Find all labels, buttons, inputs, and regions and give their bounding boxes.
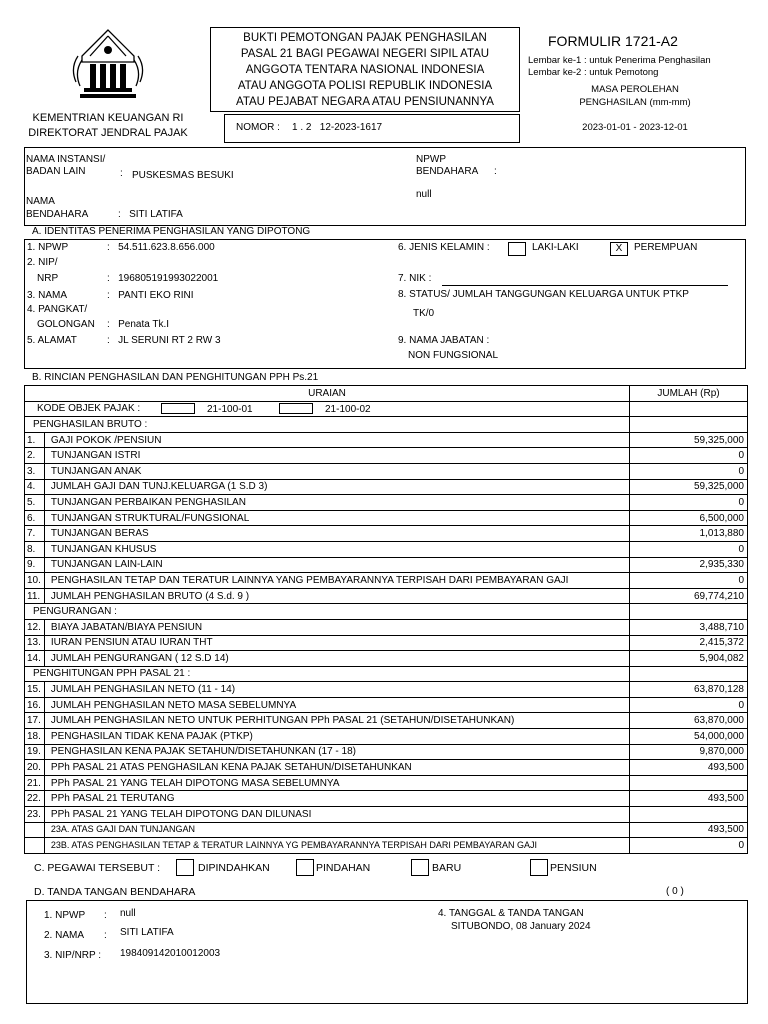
npwp-value: : 54.511.623.8.656.000 xyxy=(107,242,215,253)
row-number: 10. xyxy=(25,573,45,589)
nip-label-1: 2. NIP/ xyxy=(27,257,58,268)
row-amount: 1,013,880 xyxy=(630,526,748,542)
title-line-5: ATAU PEJABAT NEGARA ATAU PENSIUNANNYA xyxy=(236,96,494,108)
opt-pensiun-checkbox[interactable] xyxy=(530,859,548,876)
bendahara-nama-colon: : xyxy=(104,930,107,941)
opt-pindahan-label: PINDAHAN xyxy=(316,862,371,874)
row-number: 19. xyxy=(25,744,45,760)
lembar-2: Lembar ke-2 : untuk Pemotong xyxy=(528,67,659,78)
ministry-emblem xyxy=(68,26,148,104)
kode-objek-row xyxy=(25,401,748,417)
row-amount: 3,488,710 xyxy=(630,619,748,635)
row-amount: 54,000,000 xyxy=(630,729,748,745)
nama-bendahara-value: : SITI LATIFA xyxy=(118,209,183,220)
nama-instansi-colon: : xyxy=(120,168,123,179)
nomor-value: 1 . 2 12-2023-1617 xyxy=(292,122,383,133)
table-row xyxy=(25,557,748,573)
row-label: JUMLAH PENGHASILAN NETO MASA SEBELUMNYA xyxy=(44,697,629,713)
row-number: 5. xyxy=(25,495,45,511)
table-row xyxy=(25,822,748,838)
nama-instansi-label-2: BADAN LAIN xyxy=(26,166,86,177)
row-label: TUNJANGAN LAIN-LAIN xyxy=(44,557,629,573)
row-label: PPh PASAL 21 ATAS PENGHASILAN KENA PAJAK SETAHUN/DISETAHUNKAN xyxy=(44,760,629,776)
row-number: 7. xyxy=(25,526,45,542)
sub-row-label: 23A. ATAS GAJI DAN TUNJANGAN xyxy=(44,822,629,838)
row-label: GAJI POKOK /PENSIUN xyxy=(44,432,629,448)
pangkat-label-2: GOLONGAN xyxy=(37,319,95,330)
row-number: 2. xyxy=(25,448,45,464)
row-label: BIAYA JABATAN/BIAYA PENSIUN xyxy=(44,619,629,635)
col-uraian: URAIAN xyxy=(25,386,630,402)
row-number: 20. xyxy=(25,760,45,776)
nip-value: : 196805191993022001 xyxy=(107,273,219,284)
npwp-bendahara-label-2: BENDAHARA xyxy=(416,166,479,177)
row-label: PENGHASILAN TETAP DAN TERATUR LAINNYA YANG PEMBAYARANNYA TERPISAH DARI PEMBAYARAN GAJI xyxy=(44,573,629,589)
lembar-1: Lembar ke-1 : untuk Penerima Penghasilan xyxy=(528,55,711,66)
bendahara-nama-label: 2. NAMA xyxy=(44,930,85,941)
pengurangan-title: PENGURANGAN : xyxy=(25,604,630,620)
table-row xyxy=(25,744,748,760)
row-label: PPh PASAL 21 TERUTANG xyxy=(44,791,629,807)
nama-bendahara-label-2: BENDAHARA xyxy=(26,209,89,220)
table-row xyxy=(25,448,748,464)
bendahara-nip-value: 198409142010012003 xyxy=(120,948,221,959)
pph-title: PENGHITUNGAN PPH PASAL 21 : xyxy=(25,666,630,682)
kode-2-label: 21-100-02 xyxy=(325,403,371,415)
row-label: PENGHASILAN TIDAK KENA PAJAK (PTKP) xyxy=(44,729,629,745)
table-row xyxy=(25,682,748,698)
row-amount: 63,870,128 xyxy=(630,682,748,698)
kode-objek-label: KODE OBJEK PAJAK : xyxy=(37,403,141,415)
sub-row-amount: 0 xyxy=(630,838,748,854)
section-d-count: ( 0 ) xyxy=(666,886,684,897)
row-number: 17. xyxy=(25,713,45,729)
bendahara-npwp-colon: : xyxy=(104,910,107,921)
nip-label-2: NRP xyxy=(37,273,59,284)
row-amount: 493,500 xyxy=(630,791,748,807)
row-number: 13. xyxy=(25,635,45,651)
row-number: 3. xyxy=(25,463,45,479)
section-d-title: D. TANDA TANGAN BENDAHARA xyxy=(34,886,196,898)
nama-instansi-label-1: NAMA INSTANSI/ xyxy=(26,154,106,165)
jk-female-checkbox[interactable]: X xyxy=(610,242,628,256)
opt-pensiun-label: PENSIUN xyxy=(550,862,597,874)
masa-value: 2023-01-01 - 2023-12-01 xyxy=(582,122,688,133)
row-amount: 493,500 xyxy=(630,760,748,776)
row-amount: 0 xyxy=(630,541,748,557)
table-header-row xyxy=(25,386,748,402)
table-row xyxy=(25,729,748,745)
sub-row-amount: 493,500 xyxy=(630,822,748,838)
table-row xyxy=(25,432,748,448)
title-line-1: BUKTI PEMOTONGAN PAJAK PENGHASILAN xyxy=(243,32,487,44)
table-row xyxy=(25,573,748,589)
row-label: TUNJANGAN BERAS xyxy=(44,526,629,542)
npwp-bendahara-colon: : xyxy=(494,166,497,177)
kode-1-checkbox[interactable] xyxy=(161,403,195,414)
row-amount: 0 xyxy=(630,495,748,511)
npwp-label: 1. NPWP xyxy=(27,242,69,253)
pangkat-value: : Penata Tk.I xyxy=(107,319,170,330)
row-number: 9. xyxy=(25,557,45,573)
row-amount: 59,325,000 xyxy=(630,432,748,448)
table-row xyxy=(25,760,748,776)
row-label: PENGHASILAN KENA PAJAK SETAHUN/DISETAHUNKAN (17 - 18) xyxy=(44,744,629,760)
pph-row xyxy=(25,666,748,682)
nama-instansi-value: PUSKESMAS BESUKI xyxy=(132,170,234,181)
title-line-3: ANGGOTA TENTARA NASIONAL INDONESIA xyxy=(245,64,485,76)
jabatan-label: 9. NAMA JABATAN : xyxy=(398,335,490,346)
row-amount: 0 xyxy=(630,448,748,464)
opt-baru-label: BARU xyxy=(432,862,462,874)
table-row xyxy=(25,697,748,713)
masa-label-2: PENGHASILAN (mm-mm) xyxy=(579,97,691,108)
row-amount: 0 xyxy=(630,573,748,589)
row-label: TUNJANGAN ANAK xyxy=(44,463,629,479)
row-amount: 9,870,000 xyxy=(630,744,748,760)
alamat-label: 5. ALAMAT xyxy=(27,335,77,346)
npwp-bendahara-value: null xyxy=(416,189,432,200)
opt-pindahan-checkbox[interactable] xyxy=(296,859,314,876)
bendahara-npwp-label: 1. NPWP xyxy=(44,910,86,921)
ministry-name: KEMENTRIAN KEUANGAN RI xyxy=(32,112,184,124)
section-a-title: A. IDENTITAS PENERIMA PENGHASILAN YANG DIPOTONG xyxy=(32,226,311,237)
row-label: TUNJANGAN KHUSUS xyxy=(44,541,629,557)
row-label: IURAN PENSIUN ATAU IURAN THT xyxy=(44,635,629,651)
table-row xyxy=(25,510,748,526)
row-number: 6. xyxy=(25,510,45,526)
row-label: JUMLAH PENGHASILAN BRUTO (4 S.d. 9 ) xyxy=(44,588,629,604)
table-row xyxy=(25,495,748,511)
nama-label: 3. NAMA xyxy=(27,290,68,301)
nama-value: : PANTI EKO RINI xyxy=(107,290,194,301)
row-number: 22. xyxy=(25,791,45,807)
row-amount xyxy=(630,775,748,791)
bruto-title: PENGHASILAN BRUTO : xyxy=(25,417,630,433)
nik-label: 7. NIK : xyxy=(398,273,432,284)
row-label: JUMLAH PENGHASILAN NETO UNTUK PERHITUNGAN PPh PASAL 21 (SETAHUN/DISETAHUNKAN) xyxy=(44,713,629,729)
pangkat-label-1: 4. PANGKAT/ xyxy=(27,304,88,315)
row-label: PPh PASAL 21 YANG TELAH DIPOTONG MASA SEBELUMNYA xyxy=(44,775,629,791)
section-b-title: B. RINCIAN PENGHASILAN DAN PENGHITUNGAN PPH Ps.21 xyxy=(32,372,319,383)
row-number: 12. xyxy=(25,619,45,635)
alamat-value: : JL SERUNI RT 2 RW 3 xyxy=(107,335,221,346)
row-label: TUNJANGAN STRUKTURAL/FUNGSIONAL xyxy=(44,510,629,526)
title-line-4: ATAU ANGGOTA POLISI REPUBLIK INDONESIA xyxy=(237,80,493,92)
row-amount: 0 xyxy=(630,463,748,479)
jabatan-value: NON FUNGSIONAL xyxy=(408,350,499,361)
row-amount: 63,870,000 xyxy=(630,713,748,729)
row-amount: 0 xyxy=(630,697,748,713)
table-row xyxy=(25,541,748,557)
table-row xyxy=(25,619,748,635)
row-number: 1. xyxy=(25,432,45,448)
row-number: 15. xyxy=(25,682,45,698)
kode-1-label: 21-100-01 xyxy=(207,403,253,415)
row-label: JUMLAH PENGURANGAN ( 12 S.D 14) xyxy=(44,651,629,667)
table-row xyxy=(25,588,748,604)
sub-row-label: 23B. ATAS PENGHASILAN TETAP & TERATUR LAINNYA YG PEMBAYARANNYA TERPISAH DARI PEMBAYARAN GAJI xyxy=(44,838,629,854)
table-row xyxy=(25,791,748,807)
nik-underline xyxy=(442,285,728,286)
bendahara-nama-value: SITI LATIFA xyxy=(120,927,174,938)
row-number: 23. xyxy=(25,807,45,823)
table-row xyxy=(25,651,748,667)
row-number: 18. xyxy=(25,729,45,745)
kode-2-checkbox[interactable] xyxy=(279,403,313,414)
status-label: 8. STATUS/ JUMLAH TANGGUNGAN KELUARGA UNTUK PTKP xyxy=(398,289,689,300)
ttd-value: SITUBONDO, 08 January 2024 xyxy=(451,921,591,932)
table-row xyxy=(25,479,748,495)
nomor-label: NOMOR : xyxy=(236,122,280,133)
jk-male-checkbox[interactable] xyxy=(508,242,526,256)
row-amount: 69,774,210 xyxy=(630,588,748,604)
jenis-kelamin-label: 6. JENIS KELAMIN : xyxy=(398,242,490,253)
form-title: FORMULIR 1721-A2 xyxy=(548,33,678,49)
ttd-label: 4. TANGGAL & TANDA TANGAN xyxy=(438,908,584,919)
table-row xyxy=(25,838,748,854)
section-a-box xyxy=(24,239,746,369)
row-label: PPh PASAL 21 YANG TELAH DIPOTONG DAN DILUNASI xyxy=(44,807,629,823)
row-number: 14. xyxy=(25,651,45,667)
row-amount xyxy=(630,807,748,823)
rincian-table xyxy=(24,385,748,854)
table-row xyxy=(25,775,748,791)
directorate-name: DIREKTORAT JENDRAL PAJAK xyxy=(28,127,188,139)
table-row xyxy=(25,526,748,542)
row-label: TUNJANGAN PERBAIKAN PENGHASILAN xyxy=(44,495,629,511)
masa-label-1: MASA PEROLEHAN xyxy=(591,84,679,95)
row-number: 8. xyxy=(25,541,45,557)
row-amount: 59,325,000 xyxy=(630,479,748,495)
row-number: 16. xyxy=(25,697,45,713)
table-row xyxy=(25,635,748,651)
row-number: 4. xyxy=(25,479,45,495)
row-label: TUNJANGAN ISTRI xyxy=(44,448,629,464)
section-c-label: C. PEGAWAI TERSEBUT : xyxy=(34,862,161,874)
col-jumlah: JUMLAH (Rp) xyxy=(630,386,748,402)
bendahara-npwp-value: null xyxy=(120,908,136,919)
opt-dipindahkan-label: DIPINDAHKAN xyxy=(198,862,270,874)
table-row xyxy=(25,463,748,479)
table-row xyxy=(25,807,748,823)
row-amount: 2,935,330 xyxy=(630,557,748,573)
row-label: JUMLAH PENGHASILAN NETO (11 - 14) xyxy=(44,682,629,698)
opt-baru-checkbox[interactable] xyxy=(411,859,429,876)
row-label: JUMLAH GAJI DAN TUNJ.KELUARGA (1 S.D 3) xyxy=(44,479,629,495)
bendahara-nip-label: 3. NIP/NRP : xyxy=(44,950,102,961)
row-number: 11. xyxy=(25,588,45,604)
table-row xyxy=(25,713,748,729)
title-line-2: PASAL 21 BAGI PEGAWAI NEGERI SIPIL ATAU xyxy=(240,48,490,60)
bruto-row xyxy=(25,417,748,433)
row-amount: 2,415,372 xyxy=(630,635,748,651)
npwp-bendahara-label-1: NPWP xyxy=(416,154,446,165)
opt-dipindahkan-checkbox[interactable] xyxy=(176,859,194,876)
jk-female-label: PEREMPUAN xyxy=(634,242,698,253)
row-amount: 5,904,082 xyxy=(630,651,748,667)
row-number: 21. xyxy=(25,775,45,791)
pengurangan-row xyxy=(25,604,748,620)
row-amount: 6,500,000 xyxy=(630,510,748,526)
status-value: TK/0 xyxy=(413,308,435,319)
jk-male-label: LAKI-LAKI xyxy=(532,242,579,253)
nama-bendahara-label-1: NAMA xyxy=(26,196,55,207)
